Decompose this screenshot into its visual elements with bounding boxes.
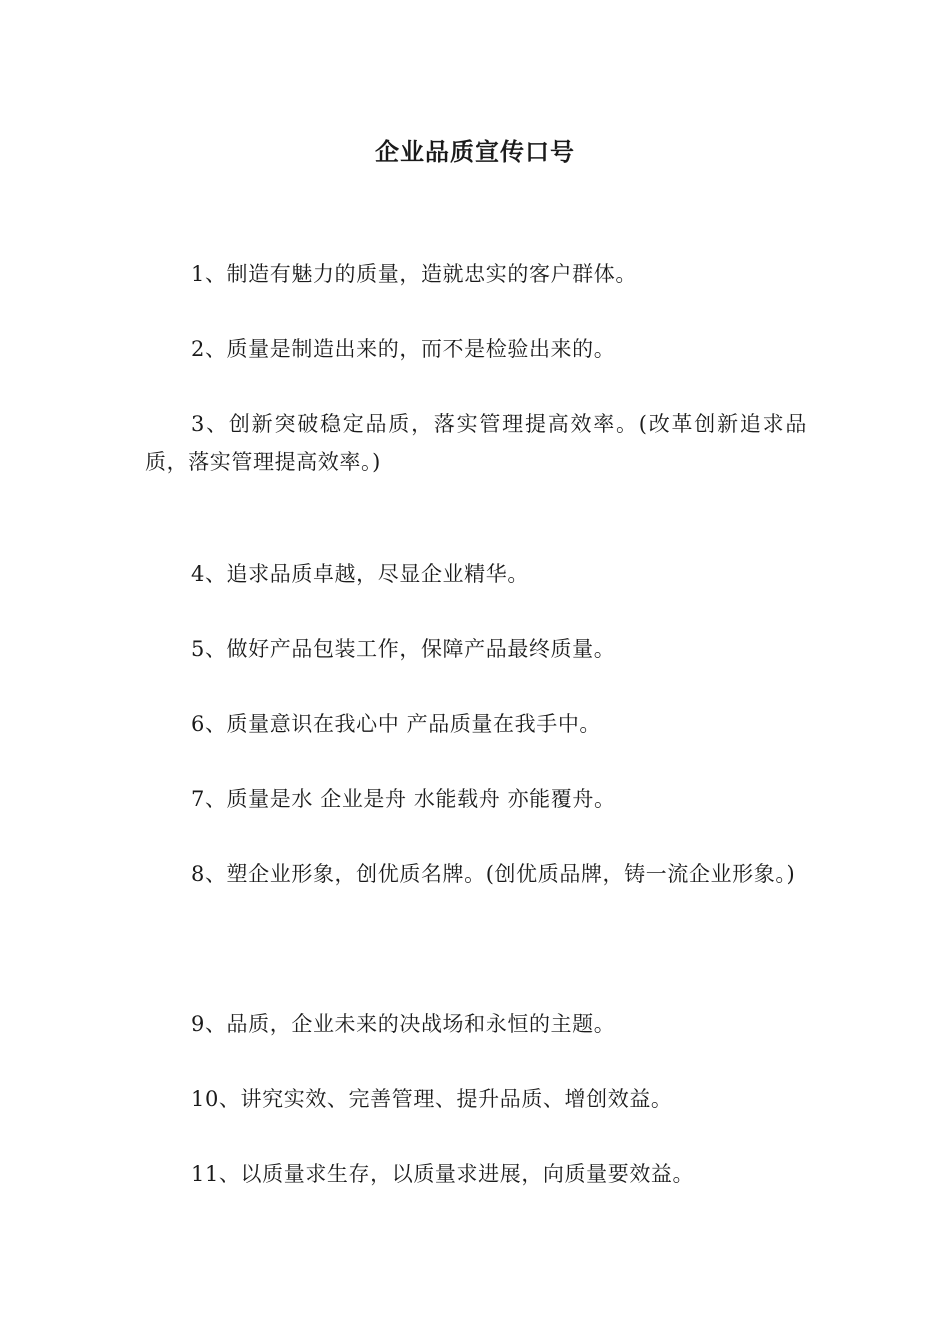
slogan-item-1 <box>145 256 807 331</box>
slogan-item-4 <box>145 556 807 631</box>
slogan-item-6 <box>145 706 807 781</box>
slogan-text: 5、做好产品包装工作，保障产品最终质量。 <box>191 637 616 661</box>
slogan-text: 3、创新突破稳定品质，落实管理提高效率。(改革创新追求品质，落实管理提高效率。) <box>145 412 807 474</box>
slogan-text: 8、塑企业形象，创优质名牌。(创优质品牌，铸一流企业形象。) <box>191 862 796 886</box>
slogan-item-10 <box>145 1081 807 1156</box>
slogan-item-2 <box>145 331 807 406</box>
slogan-text: 2、质量是制造出来的，而不是检验出来的。 <box>191 337 616 361</box>
slogan-item-5 <box>145 631 807 706</box>
slogan-list <box>145 256 807 1231</box>
slogan-item-11 <box>145 1156 807 1231</box>
slogan-text: 11、以质量求生存，以质量求进展，向质量要效益。 <box>191 1162 695 1186</box>
slogan-item-8 <box>145 856 807 1006</box>
document-title: 企业品质宣传口号 <box>375 137 575 166</box>
slogan-text: 7、质量是水 企业是舟 水能载舟 亦能覆舟。 <box>191 787 616 811</box>
slogan-text: 9、品质，企业未来的决战场和永恒的主题。 <box>191 1012 616 1036</box>
slogan-text: 10、讲究实效、完善管理、提升品质、增创效益。 <box>191 1087 673 1111</box>
slogan-item-9 <box>145 1006 807 1081</box>
slogan-text: 6、质量意识在我心中 产品质量在我手中。 <box>191 712 602 736</box>
slogan-item-3 <box>145 406 807 556</box>
slogan-text: 4、追求品质卓越，尽显企业精华。 <box>191 562 529 586</box>
slogan-item-7 <box>145 781 807 856</box>
slogan-text: 1、制造有魅力的质量，造就忠实的客户群体。 <box>191 262 637 286</box>
